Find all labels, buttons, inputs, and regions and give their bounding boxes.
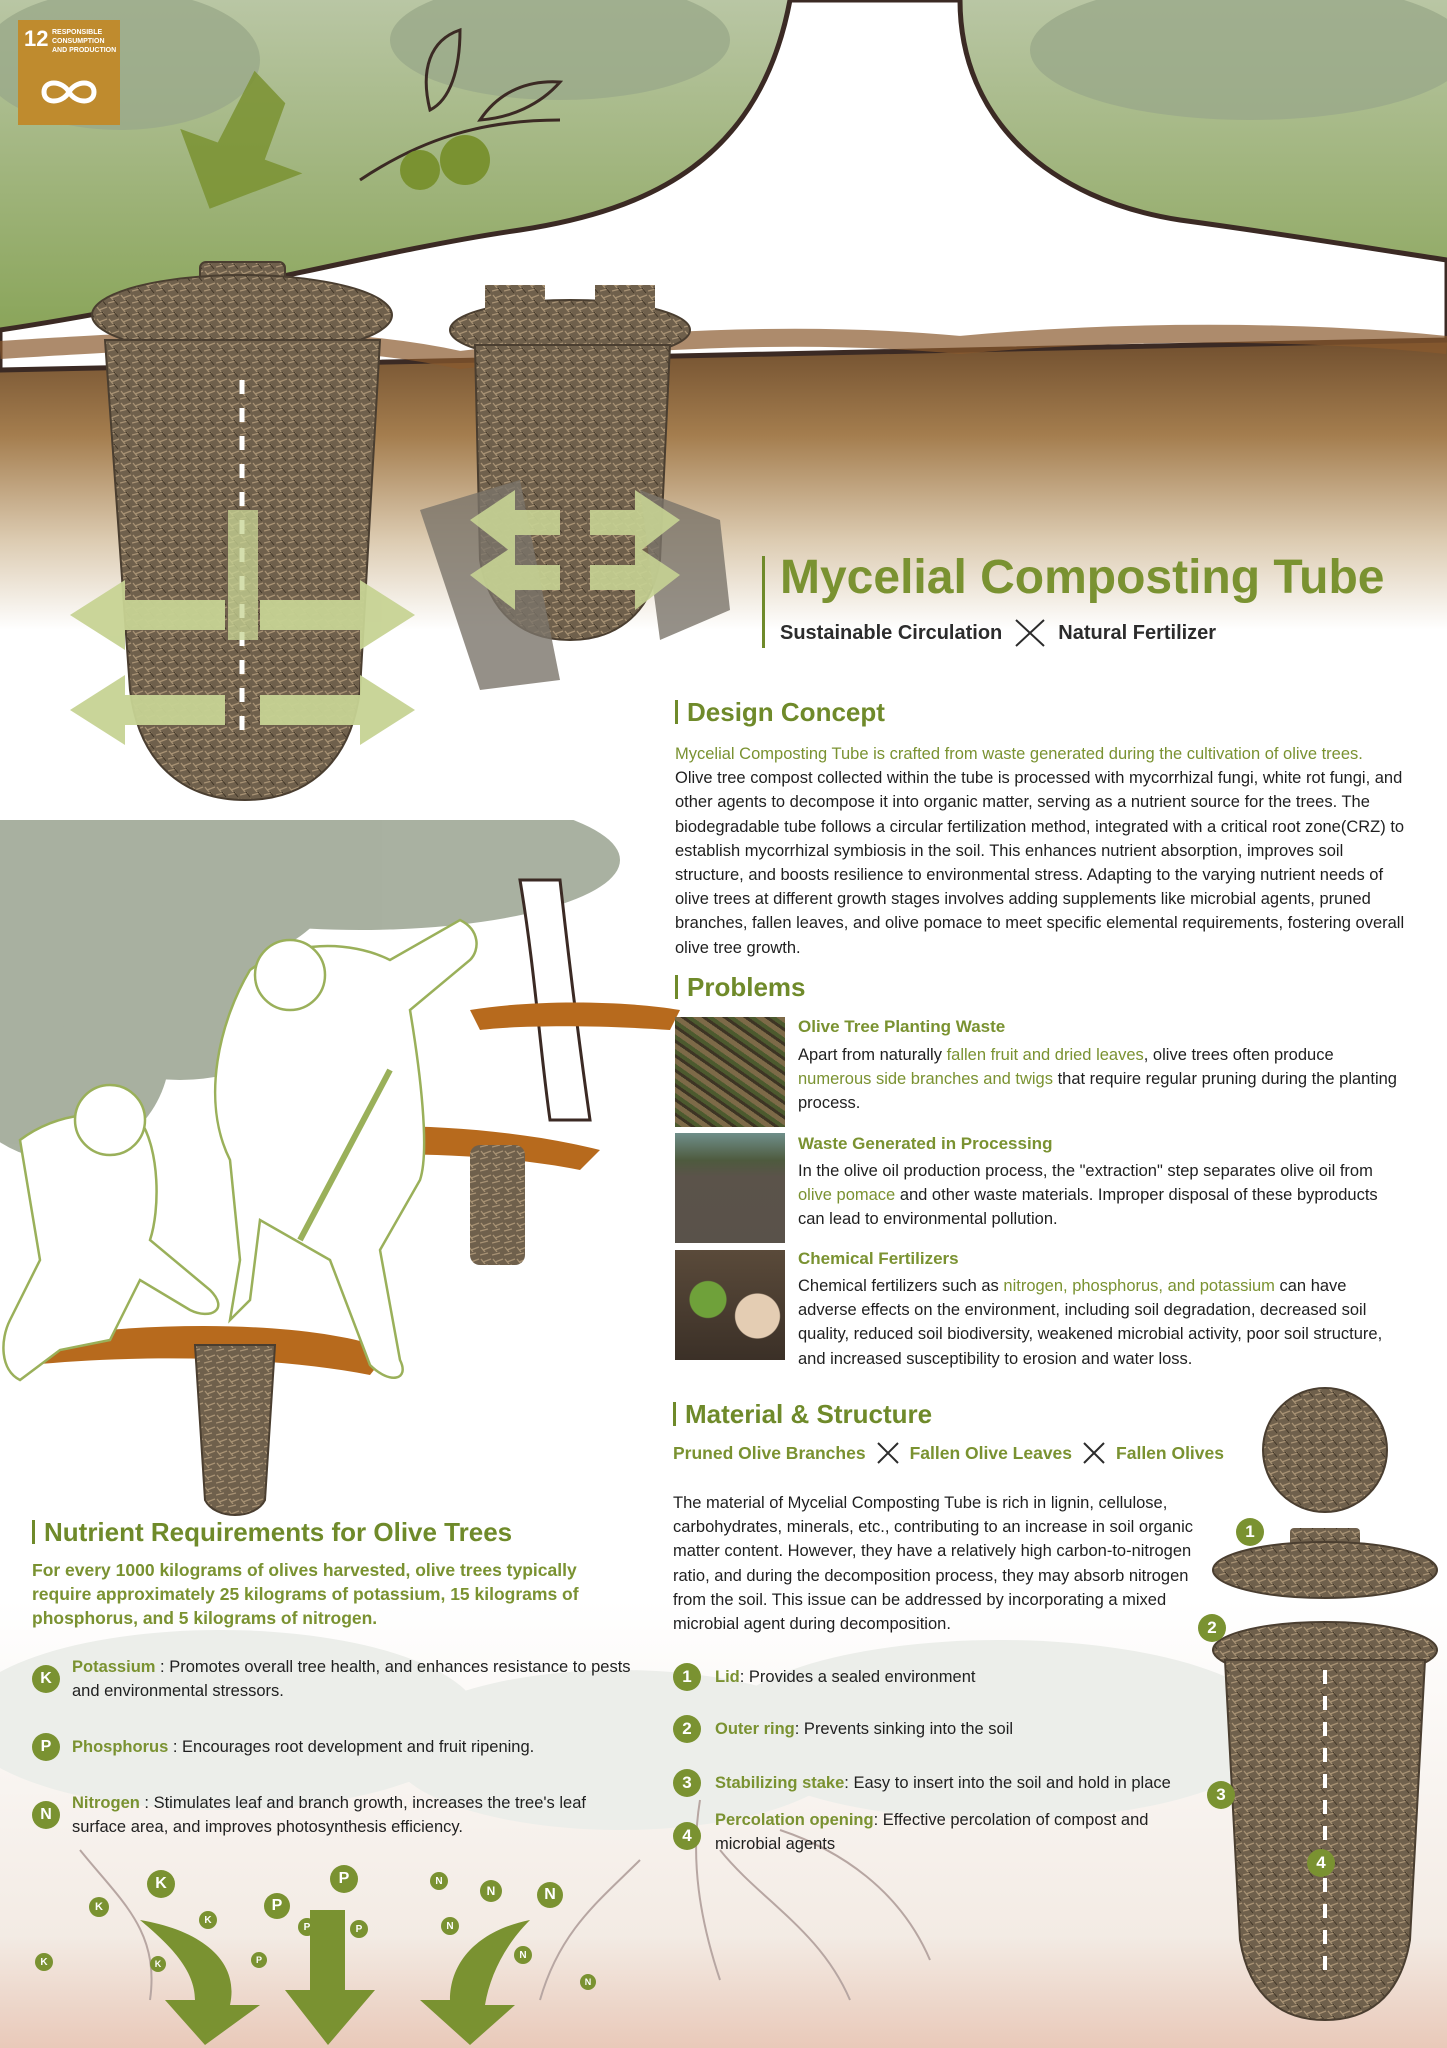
problem-text-part: Chemical fertilizers such as — [798, 1277, 1004, 1295]
cross-icon — [874, 1440, 902, 1466]
problem-text-part: that require regular pruning during the planting process. — [798, 1070, 1397, 1113]
potassium-badge: K — [32, 1665, 60, 1693]
problem-text-part: , olive trees often produce — [1143, 1046, 1334, 1064]
problem-title-2: Waste Generated in Processing — [798, 1134, 1053, 1153]
part-item-1 — [673, 1663, 975, 1691]
nutrient-dot-k: K — [35, 1953, 53, 1971]
nutrient-dot-p: P — [298, 1918, 316, 1936]
problems-heading — [675, 972, 806, 1003]
source-fallen-leaves: Fallen Olive Leaves — [909, 1442, 1073, 1463]
subtitle-right: Natural Fertilizer — [1058, 621, 1217, 644]
subtitle-left: Sustainable Circulation — [780, 621, 1003, 644]
diagram-label-4: 4 — [1307, 1849, 1335, 1877]
nutrient-title: Nutrient Requirements for Olive Trees — [44, 1517, 513, 1547]
problems-title: Problems — [687, 972, 806, 1002]
part-desc: : Provides a sealed environment — [739, 1667, 976, 1686]
infinity-icon — [34, 72, 104, 112]
number-badge: 4 — [673, 1822, 701, 1850]
nutrient-dot-k: K — [147, 1870, 175, 1898]
processing-waste-photo — [675, 1133, 785, 1243]
problem-highlight: nitrogen, phosphorus, and potassium — [1003, 1277, 1275, 1295]
nutrient-desc: : Promotes overall tree health, and enhances resistance to pests and environmental stressors. — [72, 1658, 631, 1700]
design-concept-heading — [675, 697, 885, 728]
sdg-line2: CONSUMPTION — [52, 38, 105, 45]
diagram-label-2: 2 — [1198, 1614, 1226, 1642]
nutrient-dot-n: N — [514, 1946, 532, 1964]
part-desc: : Easy to insert into the soil and hold in place — [844, 1773, 1171, 1792]
heading-bar — [673, 1402, 676, 1426]
problem-text-3 — [798, 1274, 1403, 1371]
problem-text-1 — [798, 1043, 1403, 1116]
nutrient-heading — [32, 1517, 512, 1548]
design-concept-text — [675, 742, 1405, 960]
nutrient-item-nitrogen — [32, 1791, 632, 1839]
nutrient-dot-n: N — [430, 1872, 448, 1890]
nutrient-dot-k: K — [199, 1911, 217, 1929]
nitrogen-badge: N — [32, 1801, 60, 1829]
nutrient-desc: : Stimulates leaf and branch growth, increases the tree's leaf surface area, and improves photosynthesis efficiency. — [72, 1794, 586, 1836]
source-pruned-branches: Pruned Olive Branches — [673, 1442, 866, 1463]
sdg-12-badge — [18, 20, 120, 125]
part-desc: : Prevents sinking into the soil — [794, 1719, 1014, 1738]
title-divider — [762, 556, 765, 648]
nutrient-item-potassium — [32, 1655, 632, 1703]
nutrient-name: Phosphorus — [72, 1738, 169, 1756]
material-title: Material & Structure — [685, 1399, 933, 1429]
sdg-number: 12 — [24, 26, 49, 51]
nutrient-dot-k: K — [89, 1897, 109, 1917]
problem-title-3: Chemical Fertilizers — [798, 1249, 959, 1268]
tube-parts-illustration — [1195, 1380, 1447, 2030]
problem-highlight: olive pomace — [798, 1186, 896, 1205]
nutrient-dot-n: N — [441, 1917, 459, 1935]
planting-scene-illustration — [0, 820, 690, 1520]
nutrient-dot-p: P — [330, 1865, 358, 1893]
problem-text-part: In the olive oil production process, the "extraction" step separates olive oil from — [798, 1162, 1373, 1180]
nutrient-desc: : Encourages root development and fruit ripening. — [168, 1738, 535, 1756]
problem-highlight: fallen fruit and dried leaves — [946, 1046, 1144, 1064]
nutrient-dot-n: N — [537, 1882, 563, 1908]
sdg-line1: RESPONSIBLE — [52, 29, 103, 36]
design-concept-lead: Mycelial Composting Tube is crafted from waste generated during the cultivation of olive trees. — [675, 745, 1363, 763]
problem-text-part: Apart from naturally — [798, 1046, 947, 1064]
heading-bar — [675, 700, 678, 724]
nutrient-lead: For every 1000 kilograms of olives harvested, olive trees typically require approximately 25 kilograms of potassium, 15 kilograms of phosphorus, and 5 kilograms of nitrogen. — [32, 1560, 579, 1628]
heading-bar — [675, 975, 678, 999]
diagram-label-3: 3 — [1207, 1781, 1235, 1809]
chemical-fertilizer-photo — [675, 1250, 785, 1360]
nutrient-name: Potassium — [72, 1658, 156, 1676]
nutrient-dot-k: K — [150, 1956, 166, 1972]
nutrient-dot-n: N — [580, 1974, 596, 1990]
nutrient-dot-p: P — [251, 1952, 267, 1968]
part-desc: : Effective percolation of compost and microbial agents — [715, 1811, 1149, 1853]
source-fallen-olives: Fallen Olives — [1116, 1442, 1224, 1463]
problem-text-2 — [798, 1159, 1403, 1232]
material-body: The material of Mycelial Composting Tube is rich in lignin, cellulose, carbohydrates, minerals, etc., contributing to an increase in soil organic matter content. However, they have a relatively high carbon-to-nitrogen ratio, and during the decomposition process, they may absorb nitrogen from the soil. This issue can be addressed by incorporating a mixed microbial agent during decomposition. — [673, 1494, 1194, 1634]
part-text — [715, 1808, 1185, 1856]
material-heading — [673, 1399, 932, 1430]
design-concept-title: Design Concept — [687, 697, 885, 727]
part-item-2 — [673, 1715, 1013, 1743]
nutrient-item-phosphorus — [32, 1733, 632, 1761]
design-concept-body: Olive tree compost collected within the tube is processed with mycorrhizal fungi, white rot fungi, and other agents to decompose it into organic matter, serving as a nutrient source for the trees. The biodegradable tube follows a circular fertilization method, integrated with a critical root zone(CRZ) to establish mycorrhizal symbiosis in the soil. This enhances nutrient absorption, improves soil structure, and boosts resilience to environmental stress. Adapting to the varying nutrient needs of olive trees at different growth stages involves adding supplements like microbial agents, pruned branches, fallen leaves, and olive pomace to meet specific elemental requirements, fostering overall olive tree growth. — [675, 769, 1405, 957]
nutrient-text — [72, 1791, 632, 1839]
nutrient-text — [72, 1735, 632, 1759]
problem-text-part: can have adverse effects on the environment, including soil degradation, decreased soil quality, reduced soil biodiversity, weakened microbial activity, poor soil structure, and increased susceptibility to erosion and water loss. — [798, 1277, 1383, 1368]
part-name: Outer ring — [715, 1719, 795, 1738]
nutrient-name: Nitrogen — [72, 1794, 140, 1812]
heading-bar — [32, 1520, 35, 1544]
nutrient-dot-p: P — [350, 1920, 368, 1938]
sdg-line3: AND PRODUCTION — [52, 47, 117, 54]
part-name: Stabilizing stake — [715, 1773, 845, 1792]
number-badge: 1 — [673, 1663, 701, 1691]
number-badge: 3 — [673, 1769, 701, 1797]
part-item-3 — [673, 1769, 1171, 1797]
part-name: Percolation opening — [715, 1811, 874, 1829]
phosphorus-badge: P — [32, 1733, 60, 1761]
number-badge: 2 — [673, 1715, 701, 1743]
cross-icon — [1012, 618, 1048, 648]
material-sources-row — [673, 1440, 1224, 1466]
planting-waste-photo — [675, 1017, 785, 1127]
problem-text-part: and other waste materials. Improper disposal of these byproducts can lead to environmental pollution. — [798, 1186, 1378, 1229]
cross-icon — [1080, 1440, 1108, 1466]
part-name: Lid — [715, 1667, 740, 1686]
page-title: Mycelial Composting Tube — [780, 551, 1385, 604]
problem-title-1: Olive Tree Planting Waste — [798, 1017, 1006, 1036]
nutrient-text — [72, 1655, 632, 1703]
nutrient-dot-n: N — [480, 1880, 502, 1902]
part-item-4 — [673, 1808, 1185, 1856]
problem-highlight: numerous side branches and twigs — [798, 1070, 1053, 1089]
subtitle-row — [780, 618, 1216, 648]
nutrient-dot-p: P — [264, 1893, 290, 1919]
diagram-label-1: 1 — [1236, 1518, 1264, 1546]
